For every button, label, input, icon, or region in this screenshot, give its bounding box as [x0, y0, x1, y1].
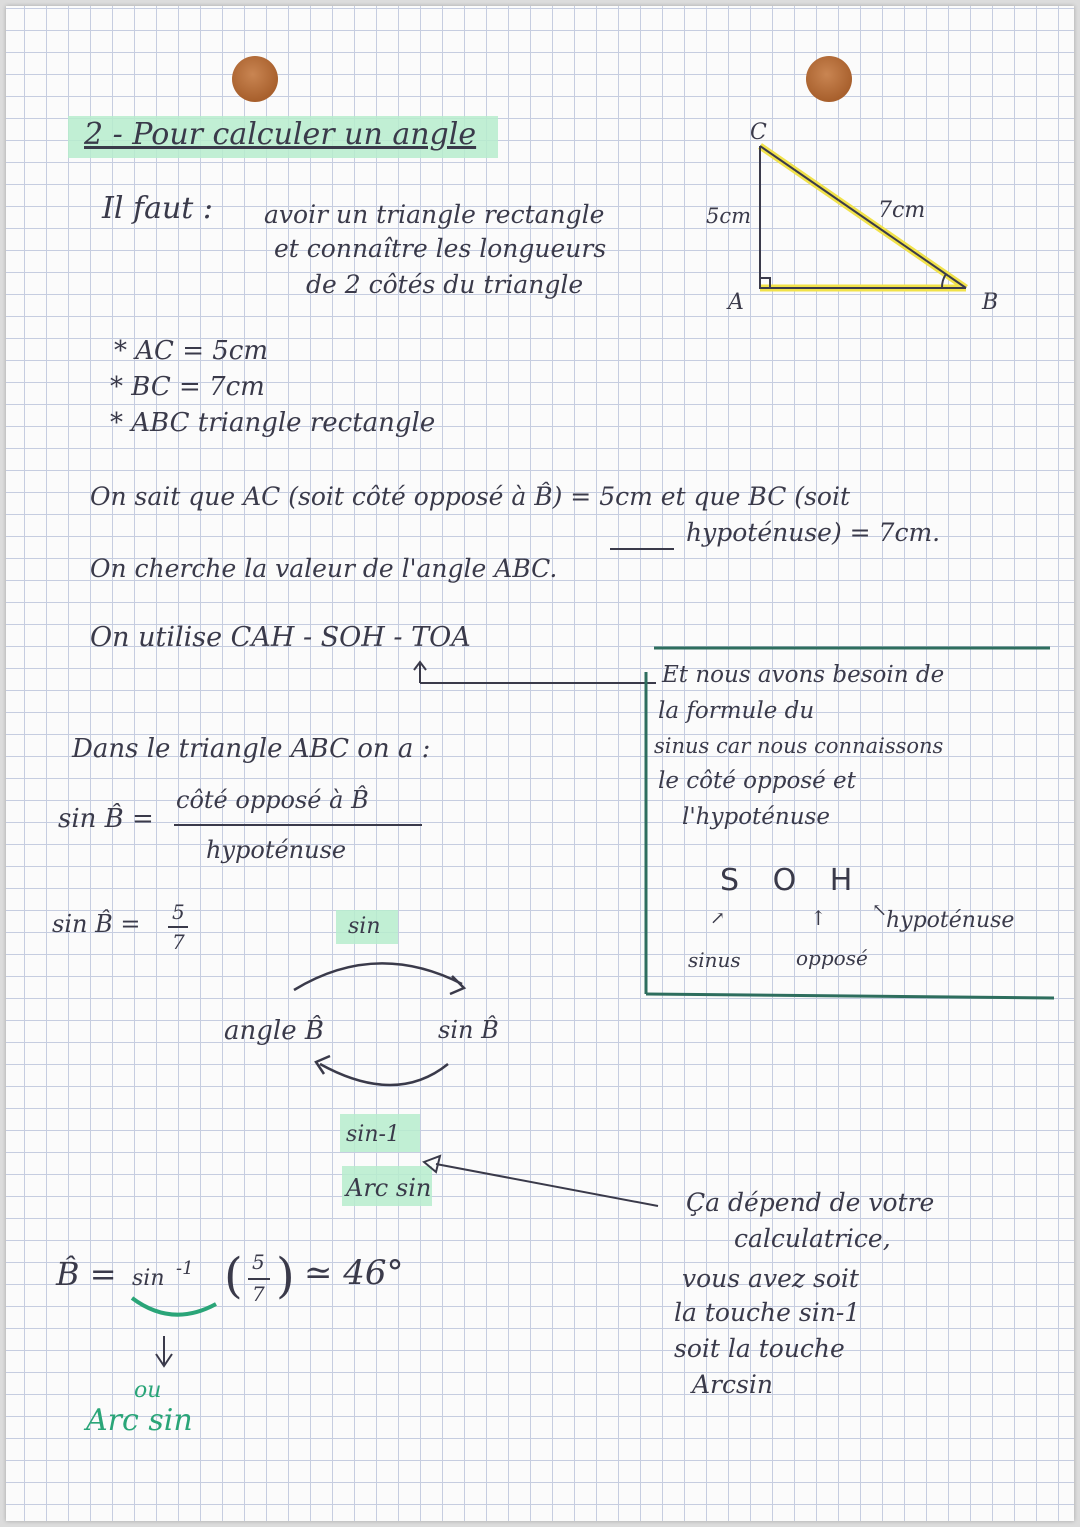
box-line-1: Et nous avons besoin de [662, 662, 945, 688]
note-line-4: la touche sin-1 [674, 1298, 861, 1327]
final-fraction-bar [248, 1278, 270, 1280]
formula-lhs: sin B̂ = [58, 804, 154, 834]
note-line-1: Ça dépend de votre [686, 1188, 935, 1217]
soh-arrow-o: ↑ [810, 906, 827, 930]
prereq-line-2: et connaître les longueurs [274, 234, 607, 263]
formula-numerator: côté opposé à B̂ [176, 786, 369, 814]
box-line-3: sinus car nous connaissons [654, 734, 944, 758]
final-approx: ≃ 46° [304, 1253, 404, 1293]
final-annotation-marks [126, 1292, 226, 1372]
section-title: 2 - Pour calculer un angle [84, 117, 477, 152]
punch-hole [806, 56, 852, 102]
final-paren-open: ( [224, 1248, 243, 1304]
final-or: ou [134, 1378, 162, 1403]
final-alt: Arc sin [86, 1403, 193, 1438]
given-1: * AC = 5cm [114, 336, 269, 366]
statement-line-1b: hypoténuse) = 7cm. [686, 518, 941, 547]
soh-mnemonic: S O H [720, 863, 865, 898]
final-numerator: 5 [252, 1250, 265, 1274]
note-line-5: soit la touche [674, 1334, 845, 1363]
box-line-4: le côté opposé et [658, 768, 856, 794]
final-exponent: -1 [176, 1258, 194, 1279]
given-3: * ABC triangle rectangle [110, 408, 436, 438]
result-lhs: sin B̂ = [52, 910, 141, 938]
box-sinus: sinus [688, 948, 741, 972]
cycle-top-label: sin [348, 914, 381, 939]
side-bc-length: 7cm [878, 198, 926, 223]
given-2: * BC = 7cm [110, 372, 265, 402]
formula-fraction-bar [174, 824, 422, 826]
result-fraction-bar [168, 926, 188, 928]
note-line-3: vous avez soit [682, 1264, 859, 1293]
statement-line-3: On utilise CAH - SOH - TOA [90, 622, 471, 653]
prereq-lead: Il faut : [102, 191, 213, 226]
note-line-6: Arcsin [692, 1370, 773, 1399]
cycle-bottom-2: Arc sin [346, 1174, 432, 1202]
cycle-right: sin B̂ [438, 1016, 499, 1044]
final-lhs: B̂ = [56, 1255, 117, 1293]
side-bc [760, 146, 966, 288]
box-line-2: la formule du [658, 698, 815, 724]
box-oppose: opposé [796, 946, 868, 970]
final-func: sin [132, 1266, 165, 1291]
soh-arrow-s: ↗ [710, 908, 726, 929]
result-numerator: 5 [172, 900, 185, 924]
prereq-line-3: de 2 côtés du triangle [306, 270, 584, 299]
box-hypotenuse: hypoténuse [886, 908, 1015, 933]
side-ac-length: 5cm [706, 204, 752, 228]
punch-hole [232, 56, 278, 102]
vertex-b-label: B [982, 290, 999, 315]
cycle-left: angle B̂ [224, 1016, 324, 1046]
notebook-page [6, 6, 1074, 1521]
vertex-c-label: C [750, 120, 767, 145]
statement-line-2: On cherche la valeur de l'angle ABC. [90, 554, 558, 583]
note-line-2: calculatrice, [734, 1224, 891, 1253]
vertex-a-label: A [728, 290, 744, 315]
box-line-5: l'hypoténuse [682, 804, 830, 830]
final-paren-close: ) [276, 1248, 295, 1304]
soh-arrow-h: ↖ [872, 900, 888, 921]
formula-denominator: hypoténuse [206, 836, 347, 864]
prereq-line-1: avoir un triangle rectangle [264, 200, 605, 229]
result-denominator: 7 [172, 930, 185, 954]
arrow-to-arcsin [418, 1152, 668, 1212]
formula-intro: Dans le triangle ABC on a : [72, 734, 431, 764]
abc-hat-bar [610, 548, 674, 550]
final-denominator: 7 [252, 1282, 265, 1306]
cycle-bottom-1: sin-1 [346, 1122, 400, 1147]
statement-line-1: On sait que AC (soit côté opposé à B̂) = 5cm et que BC (soit [90, 482, 850, 511]
arrow-to-soh [406, 656, 666, 696]
